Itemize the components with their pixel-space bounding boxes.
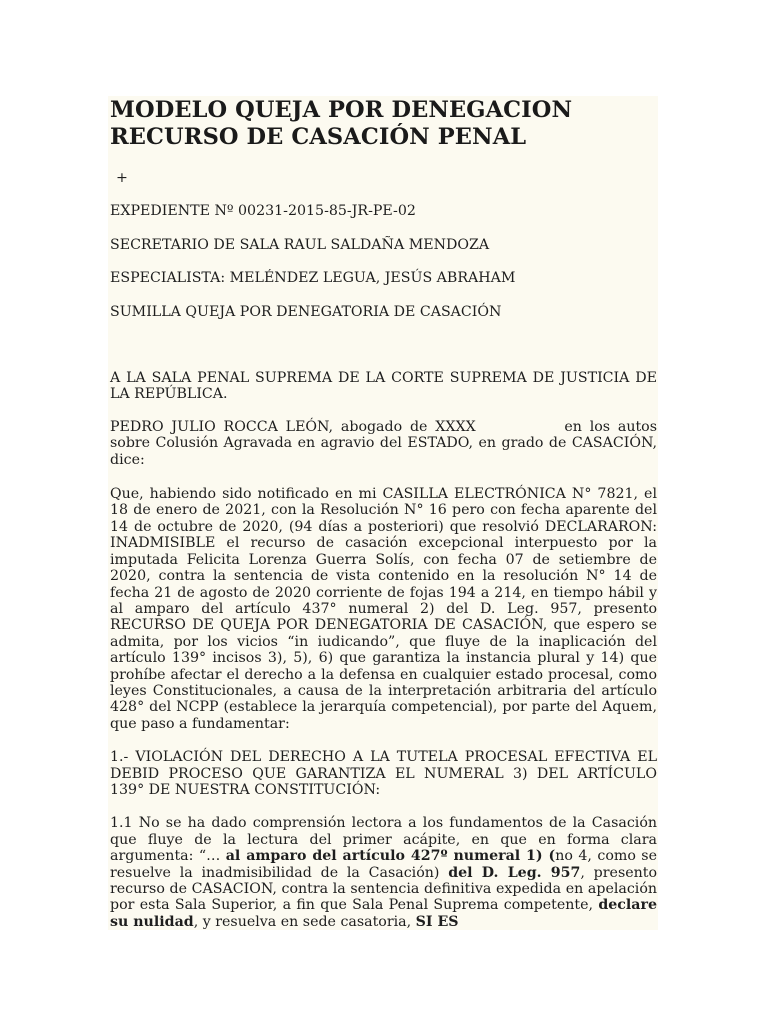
intro-text-b: en los autos sobre Colusión Agravada en agravio del ESTADO, en grado de CASACIÓN, dice: (110, 418, 657, 468)
intro-hidden-text (476, 419, 557, 435)
intro-paragraph (110, 419, 657, 468)
addressee-paragraph: A LA SALA PENAL SUPREMA DE LA CORTE SUPREMA DE JUSTICIA DE LA REPÚBLICA. (110, 370, 657, 403)
body-paragraph-que: Que, habiendo sido notificado en mi CASILLA ELECTRÓNICA N° 7821, el 18 de enero de 2021, con la Resolución N° 16 pero con fecha aparente del 14 de octubre de 2020, (94 días a posteriori) que resolvió DECLARARON: INADMISIBLE el recurso de casación excepcional interpuesto por la imputada Felicita Lorenza Guerra Solís, con fecha 07 de setiembre de 2020, contra la sentencia de vista contenido en la resolución N° 14 de fecha 21 de agosto de 2020 corriente de fojas 194 a 214, en tiempo hábil y al amparo del artículo 437° numeral 2) del D. Leg. 957, presento RECURSO DE QUEJA POR DENEGATORIA DE CASACIÓN, que espero se admita, por los vicios “in iudicando”, que fluye de la inaplicación del artículo 139° incisos 3), 5), 6) que garantiza la instancia plural y 14) que prohíbe afectar el derecho a la defensa en cualquier estado procesal, como leyes Constitucionales, a causa de la interpretación arbitraria del artículo 428° del NCPP (establece la jerarquía competencial), por parte del Aquem, que paso a fundamentar: (110, 486, 657, 732)
document-page (108, 96, 658, 930)
section-heading-1: 1.- VIOLACIÓN DEL DERECHO A LA TUTELA PROCESAL EFECTIVA EL DEBID PROCESO QUE GARANTIZA EL NUMERAL 3) DEL ARTÍCULO 139° DE NUESTRA CONSTITUCIÓN: (110, 749, 657, 798)
p11-bold-2: del D. Leg. 957 (448, 864, 581, 881)
title-line-1: MODELO QUEJA POR DENEGACION (110, 97, 573, 123)
paragraph-1-1 (110, 815, 657, 930)
document-content (110, 96, 657, 930)
document-title (110, 96, 657, 151)
p11-bold-3: declare su nulidad (110, 897, 657, 930)
expediente-line: EXPEDIENTE Nº 00231-2015-85-JR-PE-02 (110, 203, 416, 220)
p11-text-a: 1.1 No se ha dado comprensión lectora a los fundamentos de la Casación que fluye de la lectura del primer acápite, en que en forma clara argumenta: “… (110, 815, 657, 865)
especialista-line: ESPECIALISTA: MELÉNDEZ LEGUA, JESÚS ABRAHAM (110, 270, 516, 287)
p11-text-d: , presento recurso de CASACION, contra la sentencia definitiva expedida en apelación por esta Sala Superior, a fin que Sala Penal Suprema competente, (110, 864, 657, 914)
p11-bold-4: SI ES (415, 913, 459, 930)
secretario-line: SECRETARIO DE SALA RAUL SALDAÑA MENDOZA (110, 236, 490, 253)
intro-text-a: PEDRO JULIO ROCCA LEÓN, abogado de XXXX (110, 418, 476, 435)
sumilla-line: SUMILLA QUEJA POR DENEGATORIA DE CASACIÓN (110, 303, 502, 320)
title-line-2: RECURSO DE CASACIÓN PENAL (110, 124, 527, 150)
p11-text-c: no 4, como se resuelve la inadmisibilidad de la Casación) (110, 848, 657, 881)
p11-bold-1: al amparo del artículo 427º numeral 1) ( (225, 848, 556, 865)
p11-text-e: , y resuelva en sede casatoria, (193, 913, 416, 930)
plus-mark: + (116, 170, 128, 186)
